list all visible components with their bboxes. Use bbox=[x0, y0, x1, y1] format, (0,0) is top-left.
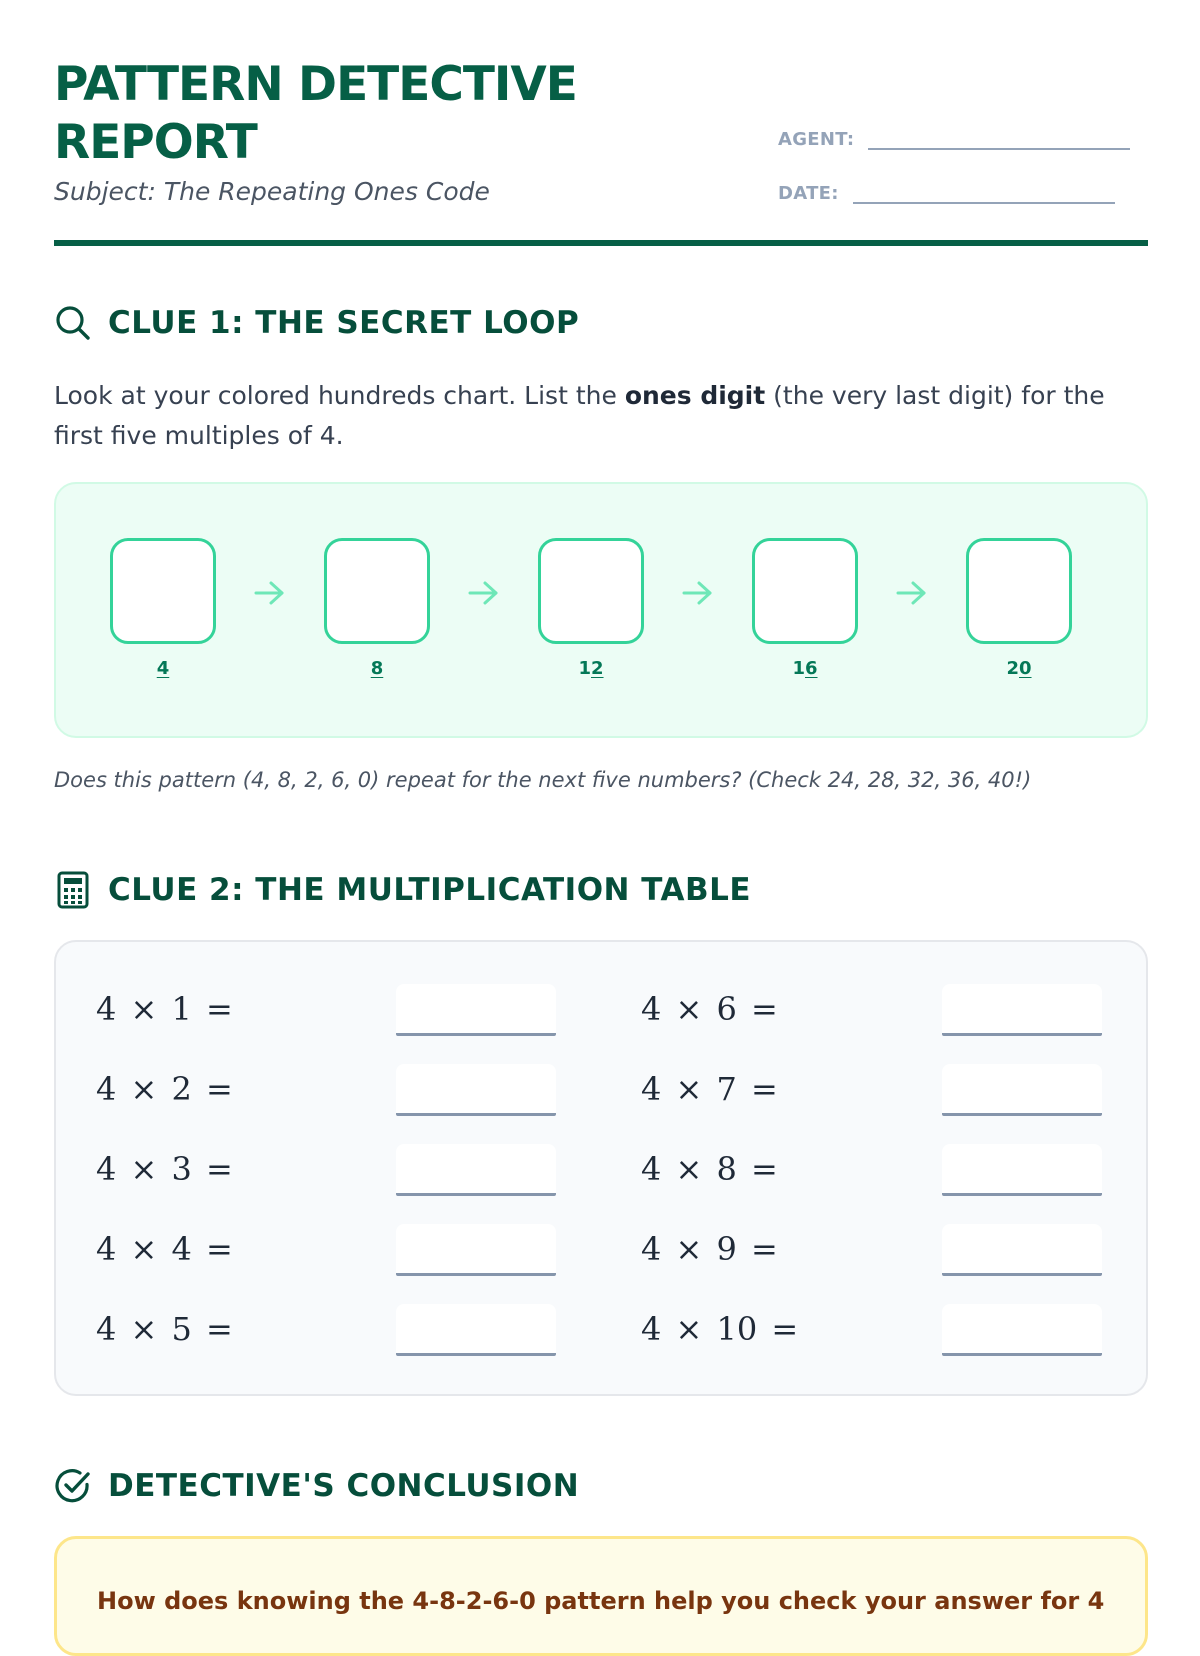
secret-loop-box bbox=[54, 482, 1148, 738]
multiple-ones-digit: 8 bbox=[370, 658, 384, 679]
loop-item bbox=[966, 538, 1072, 679]
loop-item bbox=[324, 538, 430, 679]
equation-label: 4 × 2 = bbox=[96, 1070, 233, 1108]
arrow-right-icon bbox=[894, 577, 930, 609]
date-field[interactable] bbox=[853, 178, 1115, 204]
multiple-ones-digit: 4 bbox=[156, 658, 170, 679]
equation-label: 4 × 5 = bbox=[96, 1310, 233, 1348]
multiple-ones-digit: 2 bbox=[591, 658, 604, 679]
multiple-ones-digit: 6 bbox=[805, 658, 818, 679]
clue2-heading-row bbox=[54, 871, 751, 909]
ones-digit-box[interactable] bbox=[538, 538, 644, 644]
multiple-label bbox=[110, 658, 216, 679]
multiplication-table bbox=[54, 940, 1148, 1396]
calculator-icon bbox=[54, 871, 92, 909]
answer-field[interactable] bbox=[396, 1304, 556, 1356]
report-subtitle: Subject: The Repeating Ones Code bbox=[54, 177, 490, 206]
check-circle-icon bbox=[54, 1467, 92, 1505]
conclusion-box bbox=[54, 1536, 1148, 1656]
worksheet bbox=[54, 0, 1148, 1615]
clue1-text-before: Look at your colored hundreds chart. List the bbox=[54, 381, 625, 410]
conclusion-heading: DETECTIVE'S CONCLUSION bbox=[108, 1468, 580, 1504]
clue1-instructions bbox=[54, 376, 1148, 456]
answer-field[interactable] bbox=[396, 984, 556, 1036]
page-title: PATTERN DETECTIVE REPORT bbox=[54, 57, 577, 170]
arrow-right-icon bbox=[680, 577, 716, 609]
ones-digit-box[interactable] bbox=[110, 538, 216, 644]
clue1-heading: CLUE 1: THE SECRET LOOP bbox=[108, 305, 580, 341]
agent-field[interactable] bbox=[868, 124, 1130, 150]
arrow-right-icon bbox=[466, 577, 502, 609]
clue1-hint: Does this pattern (4, 8, 2, 6, 0) repeat for the next five numbers? (Check 24, 28, 32, 36, 40!) bbox=[54, 768, 1032, 792]
ones-digit-box[interactable] bbox=[324, 538, 430, 644]
clue1-text-bold: ones digit bbox=[624, 381, 766, 410]
equation-label: 4 × 4 = bbox=[96, 1230, 233, 1268]
clue1-heading-row bbox=[54, 304, 579, 342]
answer-field[interactable] bbox=[942, 1144, 1102, 1196]
multiple-ones-digit: 0 bbox=[1019, 658, 1032, 679]
equation-label: 4 × 7 = bbox=[641, 1070, 778, 1108]
ones-digit-box[interactable] bbox=[752, 538, 858, 644]
magnifier-icon bbox=[54, 304, 92, 342]
answer-field[interactable] bbox=[942, 1304, 1102, 1356]
answer-field[interactable] bbox=[942, 1224, 1102, 1276]
arrow-right-icon bbox=[252, 577, 288, 609]
equation-label: 4 × 3 = bbox=[96, 1150, 233, 1188]
equation-label: 4 × 6 = bbox=[641, 990, 778, 1028]
equation-label: 4 × 8 = bbox=[641, 1150, 778, 1188]
answer-field[interactable] bbox=[396, 1064, 556, 1116]
header-divider bbox=[54, 240, 1148, 246]
agent-label: AGENT: bbox=[778, 129, 855, 150]
agent-row bbox=[778, 124, 1130, 150]
multiple-label bbox=[966, 658, 1072, 679]
equation-label: 4 × 10 = bbox=[641, 1310, 799, 1348]
loop-item bbox=[110, 538, 216, 679]
equation-label: 4 × 9 = bbox=[641, 1230, 778, 1268]
multiple-label bbox=[324, 658, 430, 679]
date-label: DATE: bbox=[778, 183, 839, 204]
date-row bbox=[778, 178, 1115, 204]
clue1-text-after: (the very last digit) for the first five multiples of 4. bbox=[54, 381, 1105, 450]
answer-field[interactable] bbox=[396, 1224, 556, 1276]
answer-field[interactable] bbox=[942, 984, 1102, 1036]
multiple-lead-digit: 1 bbox=[792, 658, 805, 679]
loop-item bbox=[538, 538, 644, 679]
conclusion-question: How does knowing the 4-8-2-6-0 pattern help you check your answer for 4 bbox=[97, 1587, 1105, 1615]
ones-digit-box[interactable] bbox=[966, 538, 1072, 644]
conclusion-heading-row bbox=[54, 1467, 579, 1505]
multiple-lead-digit: 2 bbox=[1006, 658, 1019, 679]
multiple-label bbox=[752, 658, 858, 679]
clue2-heading: CLUE 2: THE MULTIPLICATION TABLE bbox=[108, 872, 752, 908]
report-header bbox=[54, 0, 1148, 248]
answer-field[interactable] bbox=[396, 1144, 556, 1196]
loop-item bbox=[752, 538, 858, 679]
multiple-lead-digit: 1 bbox=[578, 658, 591, 679]
multiple-label bbox=[538, 658, 644, 679]
equation-label: 4 × 1 = bbox=[96, 990, 233, 1028]
answer-field[interactable] bbox=[942, 1064, 1102, 1116]
